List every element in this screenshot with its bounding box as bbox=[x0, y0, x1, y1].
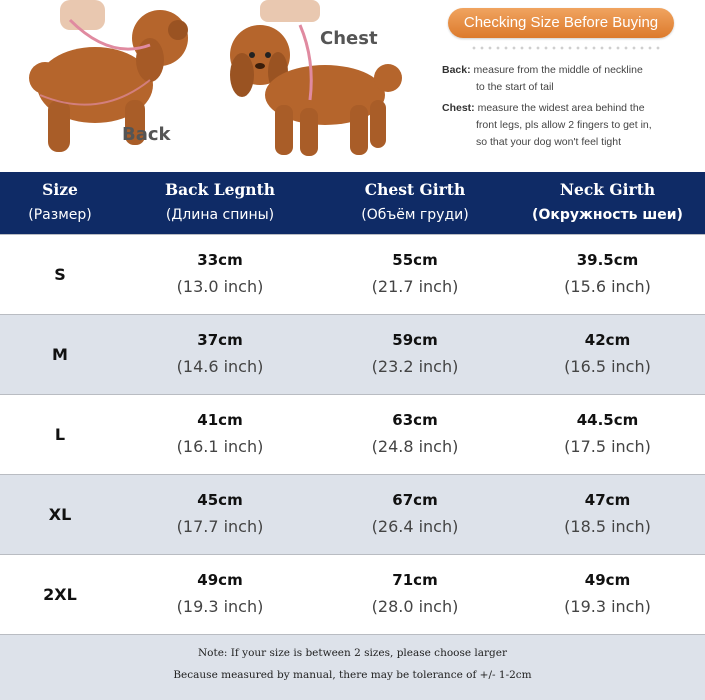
neck-cm: 47cm bbox=[584, 491, 631, 509]
chest-cm: 67cm bbox=[392, 491, 438, 509]
table-row bbox=[0, 394, 705, 475]
neck-cm: 44.5cm bbox=[576, 411, 639, 429]
back-cell bbox=[120, 235, 320, 315]
chest-cm: 63cm bbox=[392, 411, 438, 429]
header-neck-ru: (Окружность шеи) bbox=[532, 207, 683, 223]
header-neck-en: Neck Girth bbox=[559, 180, 656, 199]
back-inch: (16.1 inch) bbox=[176, 437, 264, 456]
chest-cell bbox=[320, 315, 510, 395]
chest-desc-line2: front legs, pls allow 2 fingers to get in, bbox=[476, 119, 652, 131]
size-cell: S bbox=[54, 265, 66, 284]
back-term: Back: bbox=[442, 64, 471, 76]
table-row bbox=[0, 554, 705, 635]
checking-size-badge: Checking Size Before Buying bbox=[448, 8, 674, 38]
chest-description bbox=[442, 100, 697, 151]
neck-cell bbox=[510, 475, 705, 555]
table-row bbox=[0, 474, 705, 555]
note-line1: Note: If your size is between 2 sizes, please choose larger bbox=[197, 647, 508, 659]
back-desc-line2: to the start of tail bbox=[476, 81, 554, 93]
size-note bbox=[0, 634, 705, 700]
back-inch: (13.0 inch) bbox=[176, 277, 264, 296]
chest-inch: (28.0 inch) bbox=[371, 597, 459, 616]
back-cm: 37cm bbox=[197, 331, 243, 349]
chest-cell bbox=[320, 555, 510, 635]
neck-inch: (15.6 inch) bbox=[564, 277, 651, 296]
chest-label: Chest bbox=[320, 28, 378, 49]
back-cell bbox=[120, 315, 320, 395]
neck-inch: (16.5 inch) bbox=[564, 357, 651, 376]
back-description bbox=[442, 62, 697, 96]
neck-cm: 49cm bbox=[584, 571, 631, 589]
back-inch: (14.6 inch) bbox=[176, 357, 264, 376]
dotted-divider bbox=[470, 44, 660, 52]
size-cell: 2XL bbox=[43, 585, 77, 604]
chest-term: Chest: bbox=[442, 102, 475, 114]
back-inch: (19.3 inch) bbox=[176, 597, 264, 616]
back-cm: 45cm bbox=[197, 491, 243, 509]
back-cell bbox=[120, 395, 320, 475]
neck-cell bbox=[510, 395, 705, 475]
neck-cell bbox=[510, 235, 705, 315]
header-size-en: Size bbox=[42, 180, 78, 199]
chest-cm: 71cm bbox=[392, 571, 438, 589]
chest-cm: 55cm bbox=[392, 251, 438, 269]
chest-inch: (26.4 inch) bbox=[371, 517, 459, 536]
header-chest-en: Chest Girth bbox=[364, 180, 466, 199]
chest-inch: (23.2 inch) bbox=[371, 357, 459, 376]
table-row bbox=[0, 314, 705, 395]
chest-inch: (21.7 inch) bbox=[371, 277, 459, 296]
back-cell bbox=[120, 555, 320, 635]
size-cell: L bbox=[54, 425, 66, 444]
header-chest-girth bbox=[320, 172, 510, 234]
header-size bbox=[0, 172, 120, 234]
header-back-length bbox=[120, 172, 320, 234]
back-desc-line1: measure from the middle of neckline bbox=[473, 64, 643, 76]
back-inch: (17.7 inch) bbox=[176, 517, 264, 536]
measurement-guide bbox=[0, 0, 705, 170]
neck-cell bbox=[510, 555, 705, 635]
neck-inch: (19.3 inch) bbox=[564, 597, 651, 616]
chest-cell bbox=[320, 395, 510, 475]
header-back-en: Back Legnth bbox=[164, 180, 275, 199]
back-cm: 49cm bbox=[197, 571, 243, 589]
header-neck-girth bbox=[510, 172, 705, 234]
dog-chest-measure-image bbox=[220, 0, 420, 165]
note-line2: Because measured by manual, there may be tolerance of +/- 1-2cm bbox=[173, 669, 532, 681]
neck-inch: (17.5 inch) bbox=[564, 437, 651, 456]
back-label: Back bbox=[122, 124, 171, 145]
table-row bbox=[0, 234, 705, 315]
chest-cell bbox=[320, 475, 510, 555]
chest-cell bbox=[320, 235, 510, 315]
neck-inch: (18.5 inch) bbox=[564, 517, 651, 536]
neck-cm: 42cm bbox=[584, 331, 631, 349]
chest-inch: (24.8 inch) bbox=[371, 437, 459, 456]
header-chest-ru: (Объём груди) bbox=[361, 207, 469, 223]
header-back-ru: (Длина спины) bbox=[165, 207, 275, 223]
chest-cm: 59cm bbox=[392, 331, 438, 349]
size-cell: M bbox=[52, 345, 68, 364]
size-cell: XL bbox=[48, 505, 72, 524]
neck-cm: 39.5cm bbox=[576, 251, 639, 269]
neck-cell bbox=[510, 315, 705, 395]
back-cell bbox=[120, 475, 320, 555]
chest-desc-line3: so that your dog won't feel tight bbox=[476, 136, 622, 148]
chest-desc-line1: measure the widest area behind the bbox=[477, 102, 645, 114]
back-cm: 41cm bbox=[197, 411, 243, 429]
header-size-ru: (Размер) bbox=[28, 207, 92, 223]
back-cm: 33cm bbox=[197, 251, 243, 269]
size-table-header bbox=[0, 172, 705, 234]
